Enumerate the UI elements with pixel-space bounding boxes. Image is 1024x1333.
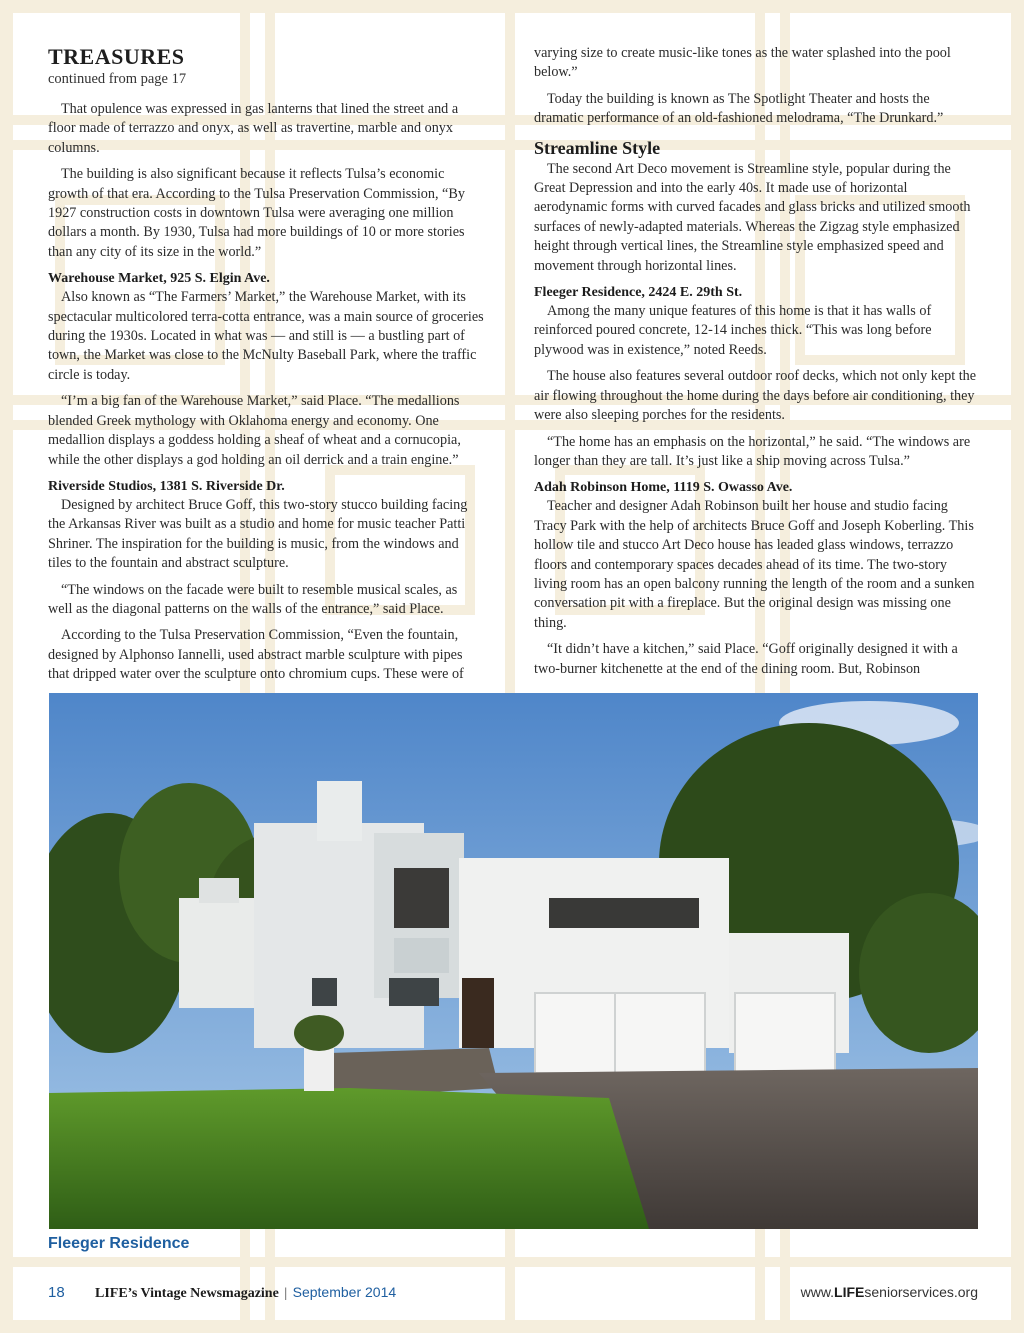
paragraph: The house also features several outdoor roof decks, which not only kept the air flowing throughout the home during the days before air conditioning, they were also sleeping porches for the residents. (534, 368, 977, 424)
subhead-fleeger-residence: Fleeger Residence, 2424 E. 29th St. (534, 285, 743, 301)
paragraph: The building is also significant because it reflects Tulsa’s economic growth of that era. According to the Tulsa Preservation Commission, “By 1927 construction costs in downtown Tulsa were averaging one million dollars a month. By 1930, Tulsa had more buildings of 10 or more stories than any city of its size in the world.” (48, 166, 465, 260)
fleeger-residence-photo (49, 693, 978, 1229)
subhead-warehouse-market: Warehouse Market, 925 S. Elgin Ave. (48, 271, 270, 287)
paragraph: According to the Tulsa Preservation Commission, “Even the fountain, designed by Alphonso Iannelli, used abstract marble sculpture with pipes that dripped water over the sculpture onto chromium cups. These were of (48, 627, 464, 683)
paragraph: That opulence was expressed in gas lanterns that lined the street and a floor made of terrazzo and onyx, as well as travertine, marble and onyx columns. (48, 101, 459, 156)
paragraph: Today the building is known as The Spotlight Theater and hosts the dramatic performance of an old-fashioned melodrama, “The Drunkard.” (534, 90, 944, 127)
publication-line (95, 1284, 396, 1302)
subhead-adah-robinson-home: Adah Robinson Home, 1119 S. Owasso Ave. (534, 480, 793, 496)
paragraph: “I’m a big fan of the Warehouse Market,” said Place. “The medallions blended Greek mythology with Oklahoma energy and economy. One medallion displays a goddess holding a sheaf of wheat and a cornucopia, while the other displays a god holding an oil derrick and a train engine.” (48, 393, 461, 468)
photo-caption: Fleeger Residence (48, 1235, 190, 1252)
website-brand: LIFE (834, 1284, 865, 1300)
left-column (48, 44, 485, 692)
website-url[interactable] (801, 1284, 978, 1300)
website-suffix: seniorservices.org (864, 1284, 978, 1300)
page-number: 18 (48, 1284, 65, 1301)
paragraph: Designed by architect Bruce Goff, this two-story stucco building facing the Arkansas River was built as a studio and home for music teacher Patti Shriner. The inspiration for the building is music, from the windows and tiles to the fountain and abstract sculpture. (48, 496, 468, 572)
paragraph: “It didn’t have a kitchen,” said Place. “Goff originally designed it with a two-burner kitchenette at the end of the dining room. But, Robinson (534, 641, 958, 677)
subhead-streamline-style: Streamline Style (534, 137, 661, 158)
footer-separator: | (284, 1286, 288, 1301)
issue-date: September 2014 (292, 1284, 397, 1300)
paragraph: “The home has an emphasis on the horizontal,” he said. “The windows are longer than they are tall. It’s just like a ship moving across Tulsa.” (534, 433, 971, 469)
continued-note: continued from page 17 (48, 71, 187, 87)
subhead-riverside-studios: Riverside Studios, 1381 S. Riverside Dr. (48, 478, 285, 494)
paragraph: Teacher and designer Adah Robinson built her house and studio facing Tracy Park with the help of architects Bruce Goff and Joseph Koberling. This hollow tile and stucco Art Deco house has leaded glass windows, terrazzo floors and contemporary spaces decades ahead of its time. The two-story living room has an open balcony running the length of the room and a sunken conversation pit with a fireplace. But the original design was missing one thing. (534, 498, 975, 631)
paragraph: Also known as “The Farmers’ Market,” the Warehouse Market, with its spectacular multicolored terra-cotta entrance, was a main source of groceries during the 1930s. Located in what was — and still is — a bustling part of town, the Market was close to the McNulty Baseball Park, where the traffic circle is today. (48, 289, 484, 383)
section-title: TREASURES (48, 44, 185, 69)
website-prefix: www. (800, 1284, 835, 1300)
paragraph: varying size to create music-like tones as the water splashed into the pool below.” (534, 45, 951, 81)
paragraph: Among the many unique features of this home is that it has walls of reinforced poured concrete, 12-14 inches thick. “This was long before plywood was in existence,” noted Reeds. (534, 303, 932, 358)
paragraph: The second Art Deco movement is Streamline style, popular during the Great Depression and into the early 40s. It made use of horizontal aerodynamic forms with curved facades and glass bricks and utilized smooth surfaces of newly-adapted materials. Whereas the Zigzag style emphasized height through vertical lines, the Streamline style emphasized speed and movement through horizontal lines. (534, 160, 971, 274)
right-column (534, 44, 978, 686)
paragraph: “The windows on the facade were built to resemble musical scales, as well as the diagonal patterns on the walls of the entrance,” said Place. (48, 581, 458, 617)
publication-name: LIFE’s Vintage Newsmagazine (95, 1286, 279, 1301)
